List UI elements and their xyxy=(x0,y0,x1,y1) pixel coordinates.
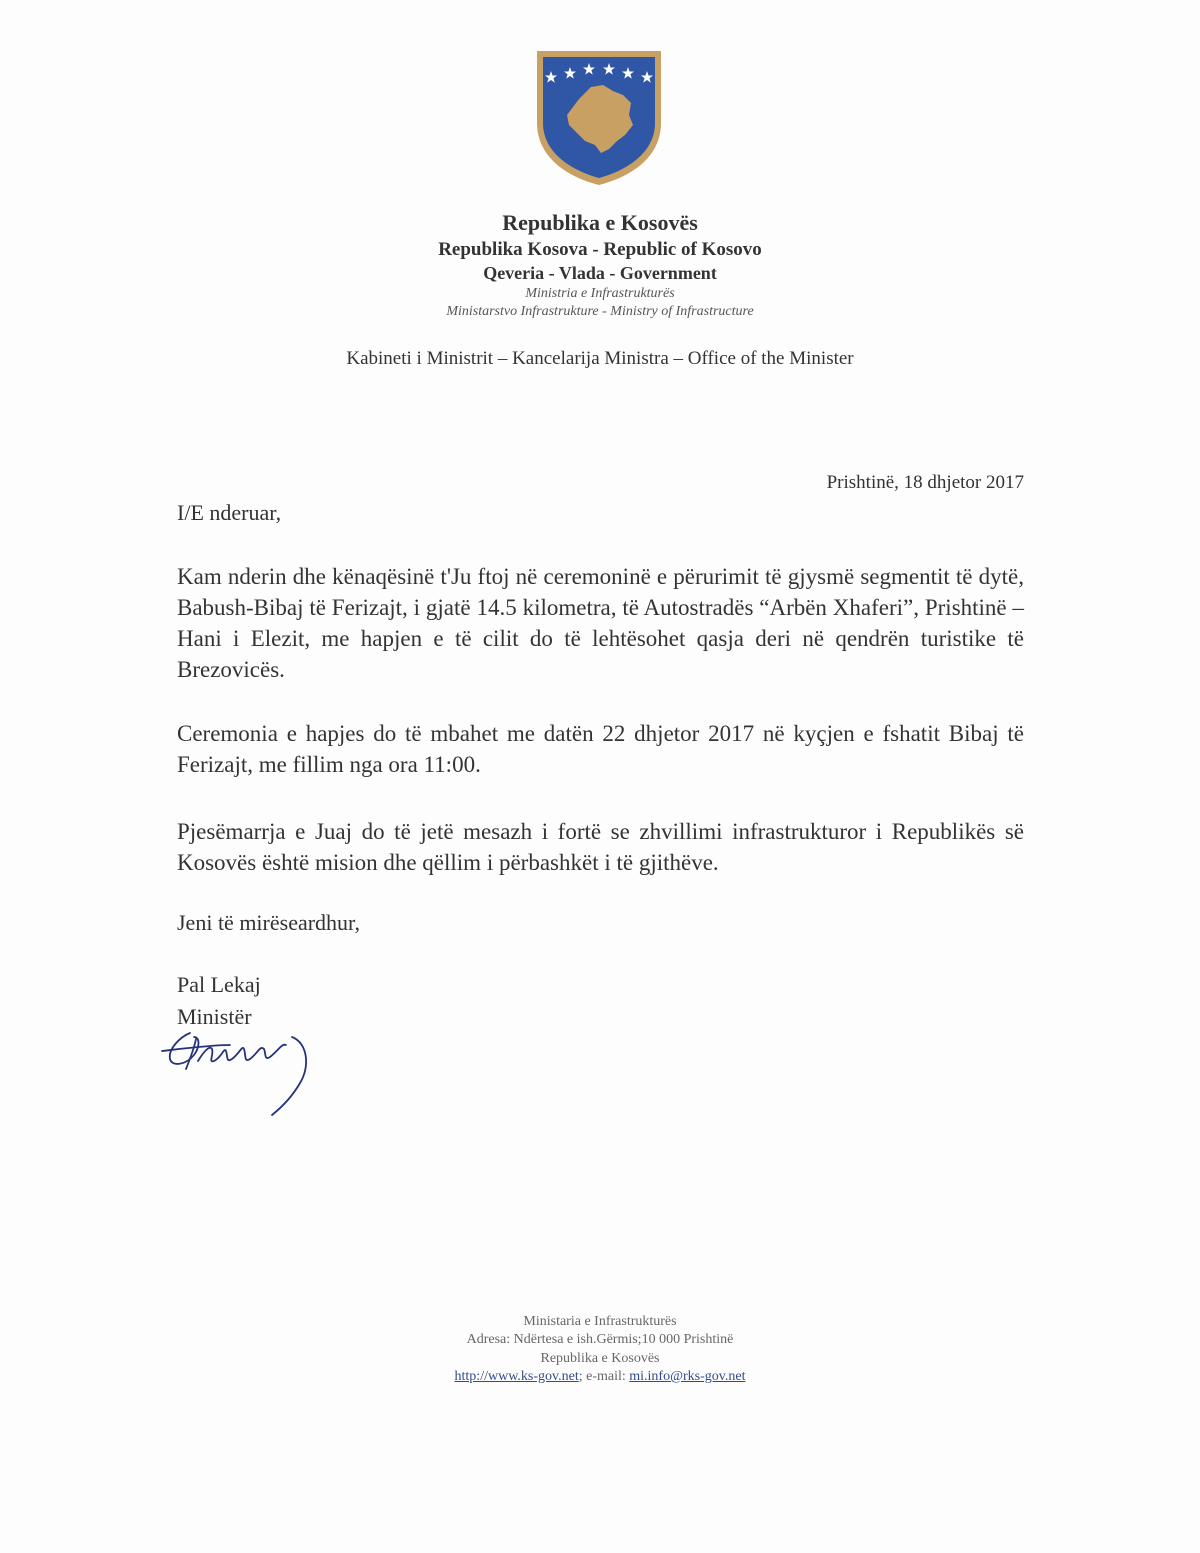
footer-address: Adresa: Ndërtesa e ish.Gërmis;10 000 Prishtinë xyxy=(466,1332,734,1347)
kosovo-coat-of-arms-icon xyxy=(533,45,665,187)
footer-email-label: ; e-mail: xyxy=(578,1369,630,1384)
letter-paragraph-2: Ceremonia e hapjes do të mbahet me datën 22 dhjetor 2017 në kyçjen e fshatit Bibaj të Ferizajt, me fillim nga ora 11:00. xyxy=(177,721,1024,777)
handwritten-signature-icon xyxy=(160,1015,320,1120)
letter-paragraph-1: Kam nderin dhe kënaqësinë t'Ju ftoj në ceremoninë e përurimit të gjysmë segmentit të dytë, Babush-Bibaj të Ferizajt, i gjatë 14.5 kilometra, të Autostradës “Arbën Xhaferi”, Prishtinë – Hani i Elezit, me hapjen e të cilit do të lehtësohet qasja deri në qendrën turistike të Brezovicës. xyxy=(177,564,1024,682)
header-ministry: Ministria e Infrastrukturës xyxy=(525,286,675,301)
letter-paragraph-3: Pjesëmarrja e Juaj do të jetë mesazh i fortë se zhvillimi infrastrukturor i Republikës së Kosovës është mision dhe qëllim i përbashkët i të gjithëve. xyxy=(177,819,1024,875)
header-country: Republika e Kosovës xyxy=(502,210,698,235)
letter-date: Prishtinë, 18 dhjetor 2017 xyxy=(826,472,1024,493)
footer-country: Republika e Kosovës xyxy=(540,1351,660,1366)
header-ministry-translations: Ministarstvo Infrastrukture - Ministry of Infrastructure xyxy=(446,304,754,319)
letter-closing: Jeni të mirëseardhur, xyxy=(177,910,360,935)
footer-email-link[interactable]: mi.info@rks-gov.net xyxy=(629,1369,746,1384)
header-office: Kabineti i Ministrit – Kancelarija Ministra – Office of the Minister xyxy=(346,348,854,369)
footer-ministry: Ministaria e Infrastrukturës xyxy=(523,1314,677,1329)
header-government: Qeveria - Vlada - Government xyxy=(483,263,717,283)
signer-name: Pal Lekaj xyxy=(177,972,261,997)
letter-salutation: I/E nderuar, xyxy=(177,500,282,525)
footer-website-link[interactable]: http://www.ks-gov.net xyxy=(454,1369,579,1384)
footer-contact xyxy=(0,1369,1200,1385)
signer-title: Ministër xyxy=(177,1004,252,1029)
header-country-translations: Republika Kosova - Republic of Kosovo xyxy=(438,239,762,260)
